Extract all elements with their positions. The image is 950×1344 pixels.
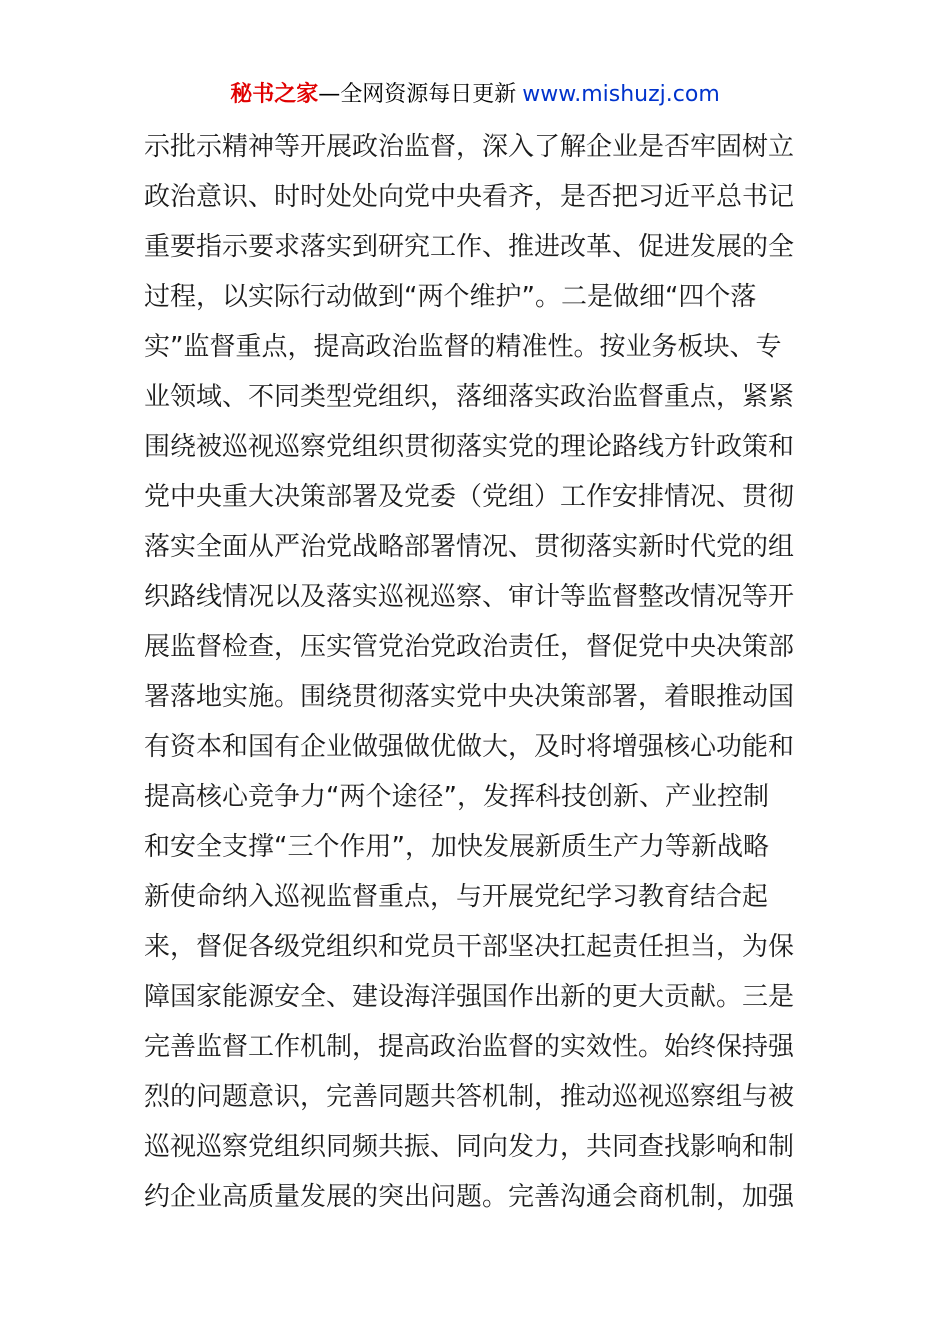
body-line: 织路线情况以及落实巡视巡察、审计等监督整改情况等开: [144, 582, 795, 612]
body-line: 业领域、不同类型党组织，落细落实政治监督重点，紧紧: [144, 382, 795, 412]
site-brand: 秘书之家: [230, 82, 319, 107]
body-line: 过程，以实际行动做到“两个维护”。二是做细“四个落: [144, 282, 757, 312]
body-line: 巡视巡察党组织同频共振、同向发力，共同查找影响和制: [144, 1132, 795, 1162]
body-line: 落实全面从严治党战略部署情况、贯彻落实新时代党的组: [144, 532, 795, 562]
page-header: [0, 80, 950, 110]
site-tagline: —全网资源每日更新: [318, 82, 517, 107]
body-line: 实”监督重点，提高政治监督的精准性。按业务板块、专: [144, 332, 782, 362]
body-line: 提高核心竞争力“两个途径”，发挥科技创新、产业控制: [144, 782, 769, 812]
body-line: 重要指示要求落实到研究工作、推进改革、促进发展的全: [144, 232, 795, 262]
body-line: 有资本和国有企业做强做优做大，及时将增强核心功能和: [144, 732, 795, 762]
body-line: 政治意识、时时处处向党中央看齐，是否把习近平总书记: [144, 182, 795, 212]
site-url-link[interactable]: www.mishuzj.com: [522, 82, 720, 107]
body-line: 和安全支撑“三个作用”，加快发展新质生产力等新战略: [144, 832, 769, 862]
body-line: 展监督检查，压实管党治党政治责任，督促党中央决策部: [144, 632, 795, 662]
body-line: 完善监督工作机制，提高政治监督的实效性。始终保持强: [144, 1032, 795, 1062]
body-line: 烈的问题意识，完善同题共答机制，推动巡视巡察组与被: [144, 1082, 795, 1112]
body-line: 障国家能源安全、建设海洋强国作出新的更大贡献。三是: [144, 982, 795, 1012]
body-line: 约企业高质量发展的突出问题。完善沟通会商机制，加强: [144, 1182, 795, 1212]
body-line: 署落地实施。围绕贯彻落实党中央决策部署，着眼推动国: [144, 682, 795, 712]
body-line: 新使命纳入巡视监督重点，与开展党纪学习教育结合起: [144, 882, 769, 912]
body-line: 来，督促各级党组织和党员干部坚决扛起责任担当，为保: [144, 932, 795, 962]
body-line: 围绕被巡视巡察党组织贯彻落实党的理论路线方针政策和: [144, 432, 795, 462]
document-body: [144, 122, 824, 1222]
body-line: 党中央重大决策部署及党委（党组）工作安排情况、贯彻: [144, 482, 795, 512]
body-line: 示批示精神等开展政治监督，深入了解企业是否牢固树立: [144, 132, 795, 162]
